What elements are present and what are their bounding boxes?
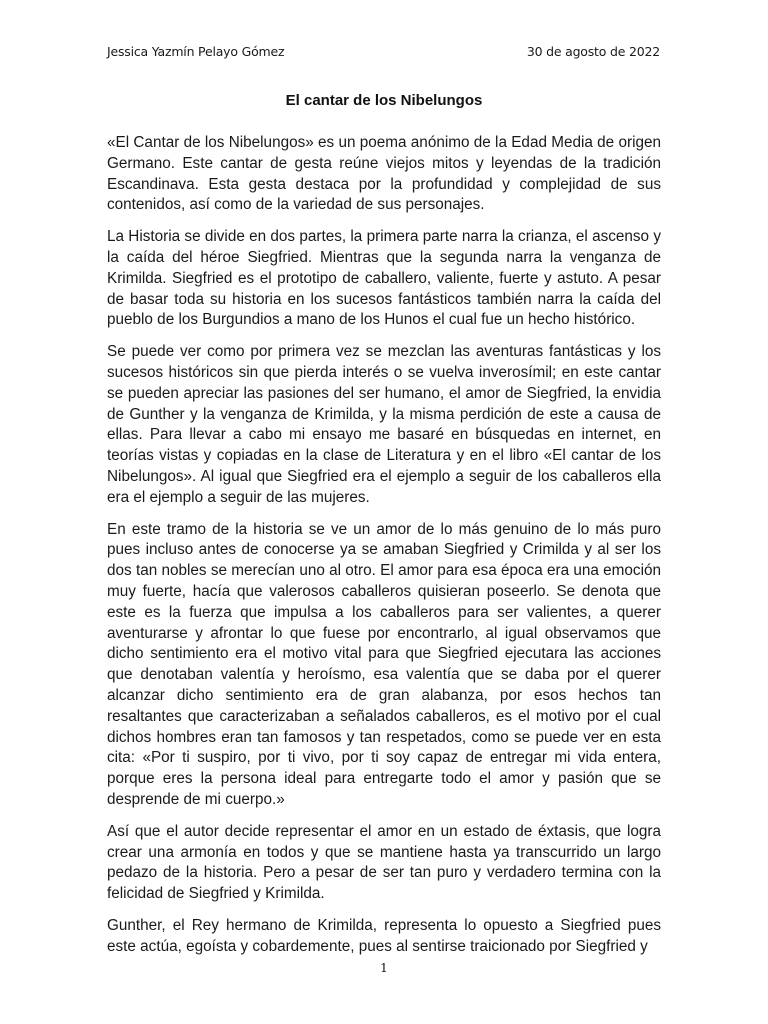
page-number: 1 [380,961,388,975]
document-title: El cantar de los Nibelungos [285,92,483,109]
paragraph: Se puede ver como por primera vez se mezclan las aventuras fantásticas y los sucesos históricos sin que pierda interés o se vuelva inverosímil; en este cantar se pueden apreciar las pasiones del ser humano, el amor de Siegfried, la envidia de Gunther y la venganza de Krimilda, y la misma perdición de este a causa de ellas. Para llevar a cabo mi ensayo me basaré en búsquedas en internet, en teorías vistas y copiadas en la clase de Literatura y en el libro «El cantar de los Nibelungos». Al igual que Siegfried era el ejemplo a seguir de los caballeros ella era el ejemplo a seguir de las mujeres. [107,343,661,506]
page-header [107,44,660,64]
paragraph: Así que el autor decide representar el amor en un estado de éxtasis, que logra crear una armonía en todos y que se mantiene hasta ya transcurrido un largo pedazo de la historia. Pero a pesar de ser tan puro y verdadero termina con la felicidad de Siegfried y Krimilda. [107,822,661,903]
paragraph: En este tramo de la historia se ve un amor de lo más genuino de lo más puro pues incluso antes de conocerse ya se amaban Siegfried y Crimilda y al ser los dos tan nobles se merecían uno al otro. El amor para esa época era una emoción muy fuerte, hacía que valerosos caballeros quisieran poseerlo. Se denota que este es la fuerza que impulsa a los caballeros para ser valientes, a querer aventurarse y afrontar lo que fuese por encontrarlo, al igual observamos que dicho sentimiento era el motivo vital para que Siegfried ejecutara las acciones que denotaban valentía y heroísmo, esa valentía que se daba por el querer alcanzar dicho sentimiento era de gran alabanza, por esos hechos tan resaltantes que caracterizaban a señalados caballeros, es el motivo por el cual dichos hombres eran tan famosos y tan respetados, como se puede ver en esta cita: «Por ti suspiro, por ti vivo, por ti soy capaz de entregar mi vida entera, porque eres la persona ideal para entregarte todo el amor y pasión que se desprende de mi cuerpo.» [107,520,661,808]
paragraph: Gunther, el Rey hermano de Krimilda, representa lo opuesto a Siegfried pues este actúa, egoísta y cobardemente, pues al sentirse traicionado por Siegfried y [107,916,661,955]
document-date: 30 de agosto de 2022 [526,44,660,59]
document-body [107,133,661,968]
paragraph: «El Cantar de los Nibelungos» es un poema anónimo de la Edad Media de origen Germano. Este cantar de gesta reúne viejos mitos y leyendas de la tradición Escandinava. Esta gesta destaca por la profundidad y complejidad de sus contenidos, así como de la variedad de sus personajes. [107,134,661,214]
paragraph: La Historia se divide en dos partes, la primera parte narra la crianza, el ascenso y la caída del héroe Siegfried. Mientras que la segunda narra la venganza de Krimilda. Siegfried es el prototipo de caballero, valiente, fuerte y astuto. A pesar de basar toda su historia en los sucesos fantásticos también narra la caída del pueblo de los Burgundios a mano de los Hunos el cual fue un hecho histórico. [107,228,661,329]
author-name: Jessica Yazmín Pelayo Gómez [107,44,285,59]
